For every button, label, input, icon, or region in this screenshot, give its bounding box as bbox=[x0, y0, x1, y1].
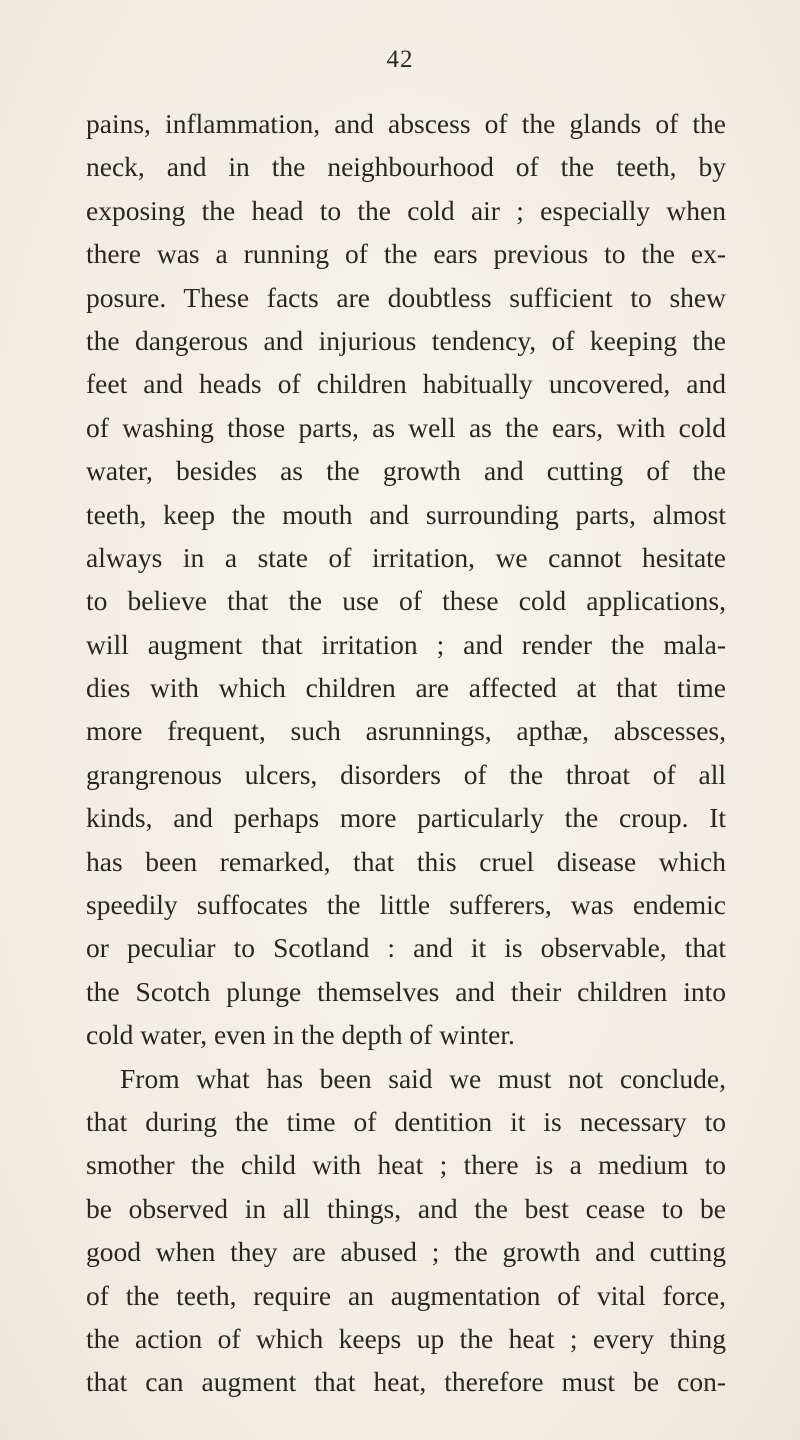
text-line: to believe that the use of these cold applications, bbox=[86, 585, 726, 617]
text-line: pains, inflammation, and abscess of the glands of the bbox=[86, 108, 726, 139]
text-line: more frequent, such asrunnings, apthæ, abscesses, bbox=[86, 715, 726, 747]
text-line: good when they are abused ; the growth and cutting bbox=[86, 1236, 726, 1268]
text-line: kinds, and perhaps more particularly the croup. It bbox=[86, 802, 726, 834]
text-line: exposing the head to the cold air ; especially when bbox=[86, 194, 726, 226]
text-line: has been remarked, that this cruel disease which bbox=[86, 845, 726, 877]
text-line: posure. These facts are doubtless sufficient to shew bbox=[86, 281, 726, 313]
text-line: of the teeth, require an augmentation of vital force, bbox=[86, 1279, 726, 1311]
text-line: water, besides as the growth and cutting of the bbox=[86, 455, 726, 487]
text-line: speedily suffocates the little sufferers, was endemic bbox=[86, 889, 726, 921]
paragraph-first-line: From what has been said we must not conclude, bbox=[120, 1062, 726, 1094]
text-line: there was a running of the ears previous to the ex- bbox=[86, 238, 726, 270]
text-line: neck, and in the neighbourhood of the teeth, by bbox=[86, 151, 726, 183]
text-line: smother the child with heat ; there is a medium to bbox=[86, 1149, 726, 1181]
text-line: feet and heads of children habitually uncovered, and bbox=[86, 368, 726, 400]
text-line: that can augment that heat, therefore must be con- bbox=[86, 1366, 726, 1398]
text-line: teeth, keep the mouth and surrounding parts, almost bbox=[86, 498, 726, 530]
text-line: always in a state of irritation, we cannot hesitate bbox=[86, 541, 726, 573]
text-line: or peculiar to Scotland : and it is observable, that bbox=[86, 932, 726, 964]
body-text bbox=[86, 102, 726, 1404]
text-line: that during the time of dentition it is necessary to bbox=[86, 1105, 726, 1137]
page-number: 42 bbox=[386, 46, 414, 73]
text-line: cold water, even in the depth of winter. bbox=[86, 1019, 515, 1051]
text-line: dies with which children are affected at that time bbox=[86, 672, 726, 704]
text-line: grangrenous ulcers, disorders of the throat of all bbox=[86, 758, 726, 790]
text-line: be observed in all things, and the best cease to be bbox=[86, 1192, 726, 1224]
text-line: the dangerous and injurious tendency, of keeping the bbox=[86, 324, 726, 356]
text-line: the Scotch plunge themselves and their children into bbox=[86, 975, 726, 1007]
text-line: the action of which keeps up the heat ; every thing bbox=[86, 1322, 726, 1354]
text-line: of washing those parts, as well as the ears, with cold bbox=[86, 411, 726, 443]
text-line: will augment that irritation ; and render the mala- bbox=[86, 628, 726, 660]
